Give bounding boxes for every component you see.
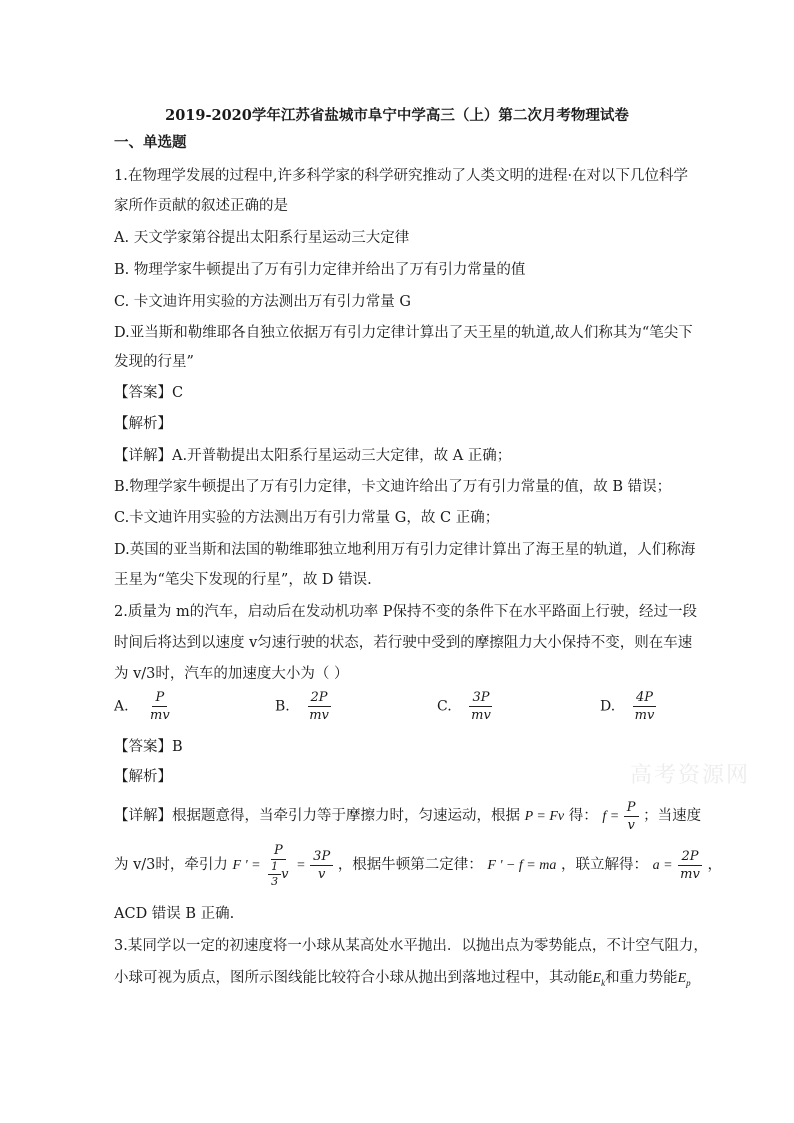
q1-analysis-heading: 【解析】 bbox=[114, 416, 172, 432]
q3-stem-line-2 bbox=[114, 969, 691, 992]
page-title: 2019-2020学年江苏省盐城市阜宁中学高三（上）第二次月考物理试卷 bbox=[165, 107, 629, 124]
q2-option-a-fraction bbox=[147, 690, 173, 723]
q2-detail-text: 【详解】根据题意得，当牵引力等于摩擦力时，匀速运动，根据 bbox=[114, 808, 520, 824]
q2-fraction-f bbox=[624, 800, 639, 833]
fraction-denominator: $\frac{1}{3}$ v bbox=[265, 860, 291, 888]
fraction-numerator: P bbox=[271, 843, 286, 860]
fraction-numerator: 2P bbox=[308, 690, 331, 707]
q2-detail-text: 为 v/3时，牵引力 bbox=[114, 857, 228, 873]
q2-option-b-label: B. bbox=[275, 698, 290, 715]
q2-option-d-label: D. bbox=[600, 698, 616, 715]
watermark: 高考资源网 bbox=[630, 763, 751, 788]
q2-option-c-label: C. bbox=[437, 698, 452, 715]
q3-stem-text: 小球可视为质点，图所示图线能比较符合小球从抛出到落地过程中，其动能 bbox=[114, 970, 593, 986]
symbol-e: E bbox=[592, 971, 602, 986]
fraction-denominator: mv bbox=[150, 708, 170, 723]
fraction-numerator: P bbox=[152, 690, 167, 707]
fraction-numerator: 2P bbox=[678, 849, 701, 866]
q2-option-b-fraction bbox=[306, 690, 332, 723]
q2-detail-line-2 bbox=[114, 838, 722, 893]
q2-option-d-fraction bbox=[632, 690, 658, 723]
q3-potential-energy-symbol bbox=[678, 971, 691, 986]
q1-option-d-line-1: D.亚当斯和勒维耶各自独立依据万有引力定律计算出了天王星的轨道,故人们称其为“笔尖下 bbox=[114, 325, 693, 341]
fraction-denominator: 3 bbox=[271, 874, 279, 888]
fraction-numerator: 3P bbox=[469, 690, 492, 707]
q1-option-d-line-2: 发现的行星” bbox=[114, 354, 194, 370]
q1-detail-1: 【详解】A.开普勒提出太阳系行星运动三大定律，故 A 正确； bbox=[114, 448, 512, 464]
q2-stem-line-1: 2.质量为 m的汽车，启动后在发动机功率 P保持不变的条件下在水平路面上行驶，经过一段 bbox=[114, 604, 698, 620]
fraction-denominator: mv bbox=[309, 708, 329, 723]
q2-option-a-label: A. bbox=[114, 698, 129, 715]
section-heading: 一、单选题 bbox=[114, 134, 187, 151]
q2-fraction-one-third bbox=[268, 861, 281, 888]
q2-detail-text: 得： bbox=[568, 808, 598, 824]
q2-answer: 【答案】B bbox=[114, 739, 183, 755]
fraction-numerator: 4P bbox=[633, 690, 656, 707]
q1-option-a: A. 天文学家第谷提出太阳系行星运动三大定律 bbox=[114, 230, 410, 246]
q2-stem-line-3: 为 v/3时，汽车的加速度大小为（ ） bbox=[114, 666, 349, 682]
q2-stem-line-2: 时间后将达到以速度 v匀速行驶的状态，若行驶中受到的摩擦阻力大小保持不变，则在车速 bbox=[114, 635, 693, 651]
q2-equation-fprime-label: F ' = bbox=[232, 858, 261, 873]
q3-stem-line-1: 3.某同学以一定的初速度将一小球从某高处水平抛出．以抛出点为零势能点，不计空气阻力， bbox=[114, 938, 708, 954]
q2-detail-text: ，联立解得： bbox=[560, 857, 648, 873]
q2-equation-a-label: a = bbox=[652, 858, 673, 873]
q1-detail-2: B.物理学家牛顿提出了万有引力定律，卡文迪许给出了万有引力常量的值，故 B 错误； bbox=[114, 479, 672, 495]
q2-analysis-heading: 【解析】 bbox=[114, 769, 172, 785]
q1-detail-3: C.卡文迪许用实验的方法测出万有引力常量 G，故 C 正确； bbox=[114, 510, 500, 526]
fraction-numerator: P bbox=[624, 800, 639, 817]
q1-option-c: C. 卡文迪许用实验的方法测出万有引力常量 G bbox=[114, 294, 411, 310]
fraction-numerator: 3P bbox=[310, 849, 333, 866]
fraction-denominator: mv bbox=[634, 708, 655, 723]
fraction-numerator: 1 bbox=[268, 861, 281, 875]
fraction-denominator: v bbox=[318, 866, 326, 882]
q1-option-b: B. 物理学家牛顿提出了万有引力定律并给出了万有引力常量的值 bbox=[114, 262, 526, 278]
q2-option-c bbox=[437, 690, 494, 723]
q1-answer: 【答案】C bbox=[114, 385, 184, 401]
q2-detail-line-1 bbox=[114, 796, 701, 837]
q2-detail-text: ；当速度 bbox=[643, 808, 702, 824]
q2-fraction-p-over-third-v bbox=[265, 843, 291, 888]
q2-detail-text: ，根据牛顿第二定律： bbox=[337, 857, 483, 873]
symbol-subscript-p: p bbox=[686, 977, 691, 988]
q2-fraction-3p-over-v bbox=[310, 849, 333, 882]
q2-equation-newton: F ' − f = ma bbox=[487, 858, 557, 873]
q2-fraction-result bbox=[677, 849, 703, 882]
fraction-denominator: mv bbox=[471, 708, 491, 723]
q2-option-b bbox=[275, 690, 332, 723]
q2-option-c-fraction bbox=[468, 690, 494, 723]
fraction-denominator: v bbox=[627, 817, 635, 833]
q2-detail-line-3: ACD 错误 B 正确. bbox=[114, 906, 235, 922]
q1-detail-5: 王星为“笔尖下发现的行星”，故 D 错误. bbox=[114, 572, 372, 588]
q2-option-d bbox=[600, 690, 657, 723]
symbol-e: E bbox=[677, 971, 687, 986]
q2-equation-f-label: f = bbox=[602, 809, 620, 824]
q1-stem-line-1: 1.在物理学发展的过程中,许多科学家的科学研究推动了人类文明的进程·在对以下几位科学 bbox=[114, 168, 689, 184]
q3-stem-text: 和重力势能 bbox=[605, 970, 678, 986]
q1-detail-4: D.英国的亚当斯和法国的勒维耶独立地利用万有引力定律计算出了海王星的轨道，人们称海 bbox=[114, 542, 696, 558]
q3-kinetic-energy-symbol bbox=[593, 971, 606, 986]
q2-option-a bbox=[114, 690, 173, 723]
q2-comma: ， bbox=[707, 857, 722, 873]
q2-equals-sign: = bbox=[296, 858, 306, 873]
q1-stem-line-2: 家所作贡献的叙述正确的是 bbox=[114, 198, 288, 214]
q2-equation-power: P = Fv bbox=[524, 809, 565, 824]
fraction-denominator: mv bbox=[680, 866, 700, 882]
symbol-subscript-k: k bbox=[601, 977, 606, 988]
